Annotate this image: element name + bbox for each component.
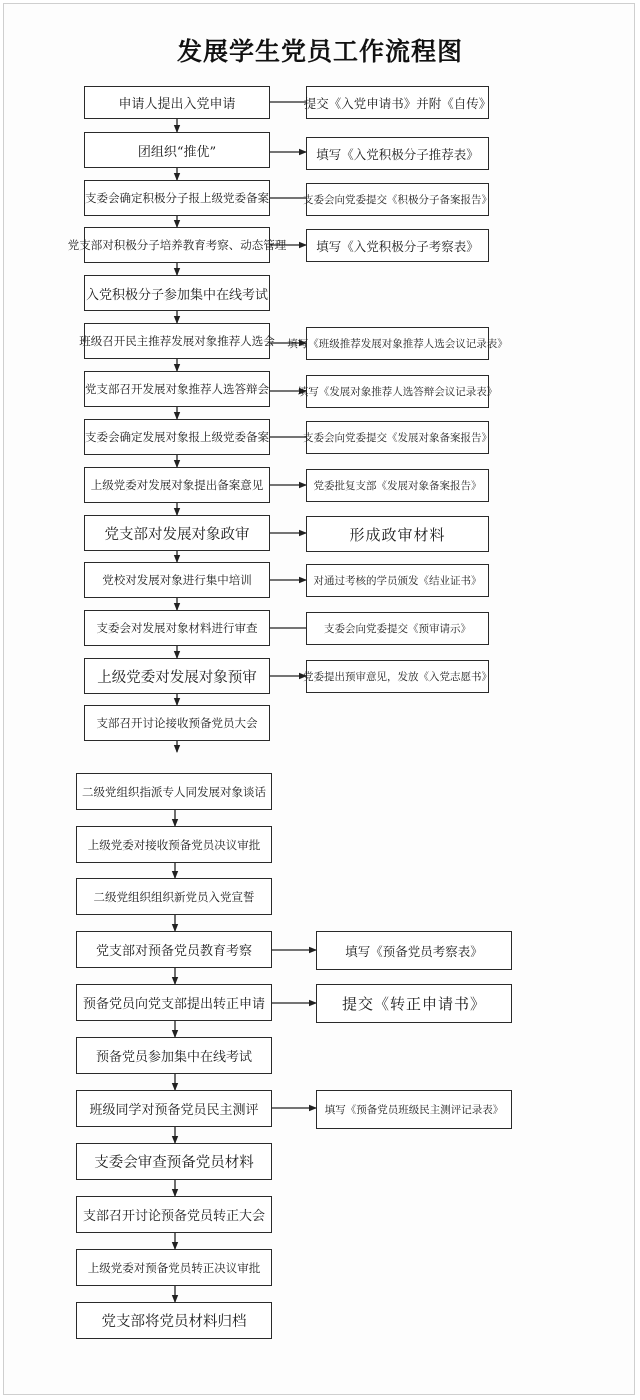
- step-political-review: 党支部对发展对象政审: [84, 515, 270, 551]
- note-defense-record: 填写《发展对象推荐人选答辩会议记录表》: [306, 375, 489, 408]
- note-application-form: 党委提出预审意见，发放《入党志愿书》: [306, 660, 489, 693]
- note-candidate-filing-report: 支委会向党委提交《发展对象备案报告》: [306, 421, 489, 454]
- note-regularization-letter: 提交《转正申请书》: [316, 984, 512, 1023]
- step-filing-opinion: 上级党委对发展对象提出备案意见: [84, 467, 270, 503]
- note-activist-filing-report: 支委会向党委提交《积极分子备案报告》: [306, 183, 489, 216]
- step-regularization-application: 预备党员向党支部提出转正申请: [76, 984, 272, 1021]
- step-defense-meeting: 党支部召开发展对象推荐人选答辩会: [84, 371, 270, 407]
- note-political-review-material: 形成政审材料: [306, 516, 489, 552]
- step-class-nomination: 班级召开民主推荐发展对象推荐人选会: [84, 323, 270, 359]
- step-league-recommend: 团组织“推优”: [84, 132, 270, 168]
- step-archive: 党支部将党员材料归档: [76, 1302, 272, 1339]
- note-activist-recommendation-form: 填写《入党积极分子推荐表》: [306, 137, 489, 170]
- step-talk: 二级党组织指派专人同发展对象谈话: [76, 773, 272, 810]
- step-committee-review: 支委会审查预备党员材料: [76, 1143, 272, 1180]
- note-graduation-certificate: 对通过考核的学员颁发《结业证书》: [306, 564, 489, 597]
- step-candidate-filing: 支委会确定发展对象报上级党委备案: [84, 419, 270, 455]
- step-approval: 上级党委对接收预备党员决议审批: [76, 826, 272, 863]
- step-activist-filing: 支委会确定积极分子报上级党委备案: [84, 180, 270, 216]
- step-probation-exam: 预备党员参加集中在线考试: [76, 1037, 272, 1074]
- step-activist-exam: 入党积极分子参加集中在线考试: [84, 275, 270, 311]
- step-regularization-approval: 上级党委对预备党员转正决议审批: [76, 1249, 272, 1286]
- page-title: 发展学生党员工作流程图: [176, 37, 463, 66]
- step-material-review: 支委会对发展对象材料进行审查: [84, 610, 270, 646]
- note-filing-reply: 党委批复支部《发展对象备案报告》: [306, 469, 489, 502]
- step-oath: 二级党组织组织新党员入党宣誓: [76, 878, 272, 915]
- step-party-school-training: 党校对发展对象进行集中培训: [84, 562, 270, 598]
- step-democratic-evaluation: 班级同学对预备党员民主测评: [76, 1090, 272, 1127]
- note-application-letter: 提交《入党申请书》并附《自传》: [306, 86, 489, 119]
- step-apply: 申请人提出入党申请: [84, 86, 270, 119]
- step-admission-meeting: 支部召开讨论接收预备党员大会: [84, 705, 270, 741]
- step-regularization-meeting: 支部召开讨论预备党员转正大会: [76, 1196, 272, 1233]
- step-activist-training: 党支部对积极分子培养教育考察、动态管理: [84, 227, 270, 263]
- note-activist-inspection-form: 填写《入党积极分子考察表》: [306, 229, 489, 262]
- note-democratic-evaluation-record: 填写《预备党员班级民主测评记录表》: [316, 1090, 512, 1129]
- note-class-nomination-record: 填写《班级推荐发展对象推荐人选会议记录表》: [306, 327, 489, 360]
- note-pre-review-request: 支委会向党委提交《预审请示》: [306, 612, 489, 645]
- step-pre-review: 上级党委对发展对象预审: [84, 658, 270, 694]
- note-probation-inspection-form: 填写《预备党员考察表》: [316, 931, 512, 970]
- step-probation-inspection: 党支部对预备党员教育考察: [76, 931, 272, 968]
